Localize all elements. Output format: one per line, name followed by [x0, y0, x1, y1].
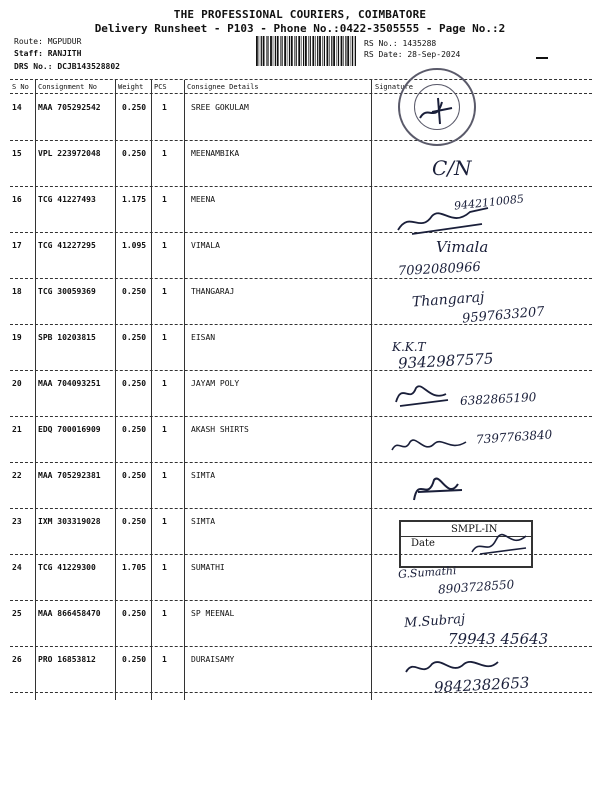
row-pcs: 1	[162, 195, 167, 204]
row-sno: 18	[12, 287, 22, 296]
row-separator	[10, 416, 592, 417]
seal-signature	[416, 94, 456, 128]
row-sno: 23	[12, 517, 22, 526]
row-pcs: 1	[162, 103, 167, 112]
phone-row19: 9342987575	[397, 349, 494, 373]
row-consignment: IXM 303319028	[38, 517, 101, 526]
row-consignment: MAA 866458470	[38, 609, 101, 618]
round-seal-stamp	[398, 68, 476, 146]
barcode-image	[256, 36, 356, 66]
row-consignee: DURAISAMY	[191, 655, 235, 664]
row-consignee: MEENA	[191, 195, 216, 204]
phone-row26: 9842382653	[433, 673, 530, 697]
row-sno: 14	[12, 103, 22, 112]
table-top-rule	[10, 79, 592, 80]
phone-row18: 9597633207	[461, 304, 546, 327]
row-sno: 22	[12, 471, 22, 480]
row-consignee: SP MEENAL	[191, 609, 235, 618]
row-separator	[10, 140, 592, 141]
row-pcs: 1	[162, 563, 167, 572]
drs-label: DRS No.: DCJB143528802	[14, 62, 120, 71]
col-sno: S No	[12, 83, 29, 91]
row-consignee: SIMTA	[191, 517, 216, 526]
row-separator	[10, 370, 592, 371]
row-separator	[10, 462, 592, 463]
row-consignment: MAA 705292542	[38, 103, 101, 112]
row-weight: 0.250	[122, 103, 147, 112]
phone-row24: 8903728550	[437, 577, 515, 597]
row-sno: 25	[12, 609, 22, 618]
table-row	[10, 471, 590, 517]
row-consignment: MAA 705292381	[38, 471, 101, 480]
stamp-signature	[470, 530, 530, 558]
signature-scribble-row20	[392, 378, 452, 408]
row-consignee: MEENAMBIKA	[191, 149, 240, 158]
table-row	[10, 333, 590, 379]
col-pcs: PCS	[154, 83, 167, 91]
row-weight: 0.250	[122, 379, 147, 388]
row-consignment: PRO 16853812	[38, 655, 96, 664]
row-weight: 0.250	[122, 517, 147, 526]
phone-row21: 7397763840	[475, 427, 553, 447]
row-separator	[10, 324, 592, 325]
row-weight: 0.250	[122, 333, 147, 342]
col-consignment: Consignment No	[38, 83, 98, 91]
row-consignee: JAYAM POLY	[191, 379, 240, 388]
col-consignee: Consignee Details	[187, 83, 259, 91]
runsheet-subtitle: Delivery Runsheet - P103 - Phone No.:0422-3505555 - Page No.:2	[94, 22, 506, 35]
row-consignment: TCG 30059369	[38, 287, 96, 296]
row-consignment: SPB 10203815	[38, 333, 96, 342]
row-separator	[10, 186, 592, 187]
row-sno: 19	[12, 333, 22, 342]
row-weight: 0.250	[122, 425, 147, 434]
row-pcs: 1	[162, 425, 167, 434]
signature-row24: G.Sumathi	[397, 563, 457, 582]
rs-date: RS Date: 28-Sep-2024	[364, 50, 461, 59]
row-sno: 24	[12, 563, 22, 572]
row-weight: 0.250	[122, 287, 147, 296]
signature-row15: C/N	[432, 156, 472, 180]
row-weight: 0.250	[122, 655, 147, 664]
phone-row20: 6382865190	[459, 390, 537, 408]
row-consignee: SREE GOKULAM	[191, 103, 249, 112]
row-pcs: 1	[162, 149, 167, 158]
row-weight: 0.250	[122, 609, 147, 618]
signature-row19: K.K.T	[392, 340, 426, 354]
row-consignment: TCG 41227295	[38, 241, 96, 250]
signature-row18: Thangaraj	[411, 289, 485, 311]
row-weight: 1.175	[122, 195, 147, 204]
rs-number: RS No.: 1435288	[364, 39, 437, 48]
row-separator	[10, 232, 592, 233]
row-sno: 26	[12, 655, 22, 664]
row-weight: 0.250	[122, 149, 147, 158]
row-consignment: TCG 41227493	[38, 195, 96, 204]
row-consignment: TCG 41229300	[38, 563, 96, 572]
row-weight: 1.705	[122, 563, 147, 572]
row-weight: 1.095	[122, 241, 147, 250]
company-title: THE PROFESSIONAL COURIERS, COIMBATORE	[173, 8, 427, 21]
row-consignee: SIMTA	[191, 471, 216, 480]
row-consignee: AKASH SHIRTS	[191, 425, 249, 434]
row-weight: 0.250	[122, 471, 147, 480]
row-sno: 21	[12, 425, 22, 434]
table-row	[10, 149, 590, 195]
row-sno: 16	[12, 195, 22, 204]
row-consignee: EISAN	[191, 333, 216, 342]
phone-row17: 7092080966	[397, 259, 482, 280]
row-consignment: VPL 223972048	[38, 149, 101, 158]
table-header-rule	[10, 93, 592, 94]
row-pcs: 1	[162, 517, 167, 526]
smpl-stamp-title: SMPL-IN	[451, 524, 498, 535]
table-row	[10, 241, 590, 287]
phone-row16: 9442110085	[453, 192, 525, 213]
row-pcs: 1	[162, 333, 167, 342]
row-sno: 15	[12, 149, 22, 158]
row-consignment: EDQ 700016909	[38, 425, 101, 434]
row-pcs: 1	[162, 609, 167, 618]
row-sno: 20	[12, 379, 22, 388]
row-sno: 17	[12, 241, 22, 250]
row-pcs: 1	[162, 241, 167, 250]
row-pcs: 1	[162, 287, 167, 296]
signature-row25: M.Subraj	[403, 611, 466, 632]
row-consignee: SUMATHI	[191, 563, 225, 572]
signature-scribble-row21	[390, 432, 470, 458]
col-signature: Signature	[375, 83, 413, 91]
row-separator	[10, 600, 592, 601]
row-separator	[10, 508, 592, 509]
row-consignee: THANGARAJ	[191, 287, 235, 296]
row-pcs: 1	[162, 379, 167, 388]
row-consignment: MAA 704093251	[38, 379, 101, 388]
signature-row17: Vimala	[436, 238, 489, 256]
col-weight: Weight	[118, 83, 144, 91]
route-label: Route: MGPUDUR	[14, 37, 82, 46]
smpl-stamp-date: Date	[411, 538, 435, 549]
table-row	[10, 103, 590, 149]
mark-dash	[536, 57, 548, 59]
row-consignee: VIMALA	[191, 241, 220, 250]
phone-row25: 79943 45643	[448, 630, 549, 648]
row-separator	[10, 278, 592, 279]
signature-scribble-row22	[408, 472, 468, 506]
row-pcs: 1	[162, 655, 167, 664]
row-pcs: 1	[162, 471, 167, 480]
staff-label: Staff: RANJITH	[14, 49, 82, 58]
